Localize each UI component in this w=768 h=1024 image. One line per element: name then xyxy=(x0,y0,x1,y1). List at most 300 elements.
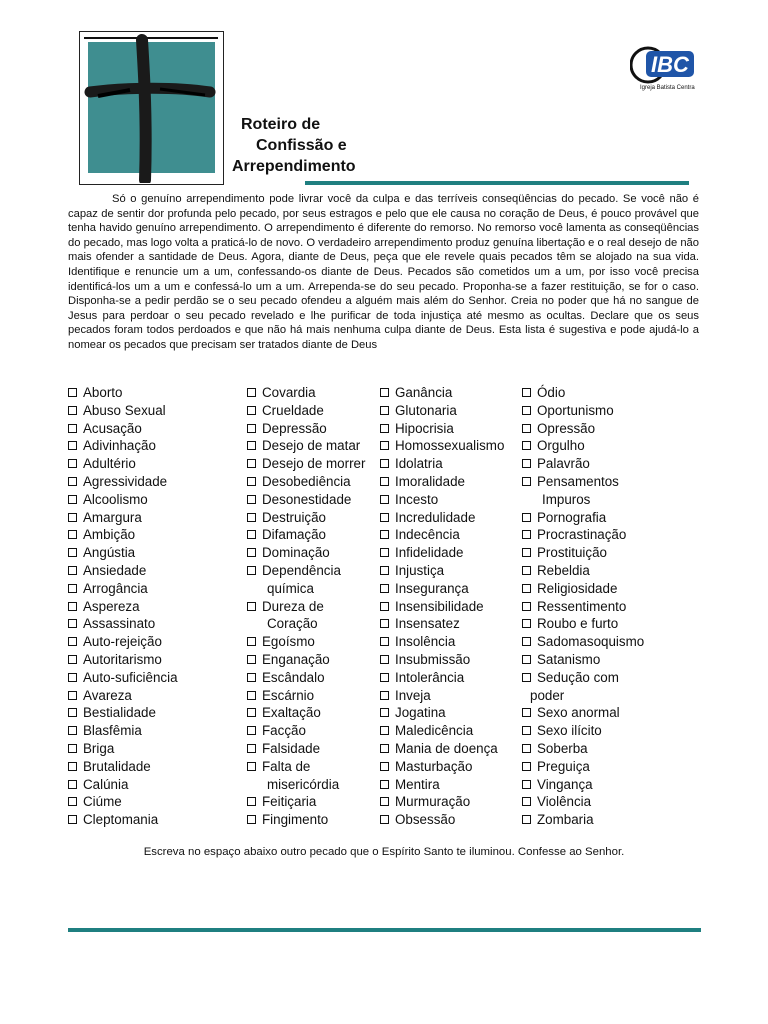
checkbox-icon[interactable] xyxy=(68,726,77,735)
checkbox-icon[interactable] xyxy=(68,530,77,539)
checkbox-icon[interactable] xyxy=(68,441,77,450)
checkbox-icon[interactable] xyxy=(522,566,531,575)
intro-text-2: Agora, diante de Deus, peça que ele revele quais pecados têm se alojado na sua vida. Identifique e renuncie um a um, confessando-os diante de Deus. Pecados são cometidos um a um, por isso você precisa identificá-los um a um e confessá-lo um a um. Arrependa-se do seu pecado. Proponha-se a fazer restituição, se for o caso. Disponha-se a pedir perdão se o seu pecado ofendeu a alguém mais além do Senhor. Creia no poder que há no sangue de Jesus para perdoar o seu pecado revelado e lhe purificar de toda injustiça até mesmo as ocultas. Declare que os seus pecados foram todos perdoados e que não há mais nenhuma culpa diante de Deus. Esta lista é sugestiva e pode ajudá-lo a nomear os pecados que precisam ser tratados diante de Deus xyxy=(68,251,700,351)
sin-item[interactable] xyxy=(247,402,365,420)
sin-item[interactable] xyxy=(522,651,644,669)
sin-item[interactable] xyxy=(380,402,504,420)
sin-item[interactable] xyxy=(68,758,178,776)
checkbox-icon[interactable] xyxy=(247,424,256,433)
sin-item[interactable] xyxy=(522,420,644,438)
sin-item[interactable] xyxy=(247,704,365,722)
sin-label: Incredulidade xyxy=(395,509,476,525)
sin-item[interactable] xyxy=(247,740,365,758)
checkbox-icon[interactable] xyxy=(380,495,389,504)
checkbox-icon[interactable] xyxy=(522,708,531,717)
sin-label: Cleptomania xyxy=(83,812,159,828)
sin-item[interactable] xyxy=(68,491,178,509)
sin-label: Ciúme xyxy=(83,794,122,810)
checkbox-icon[interactable] xyxy=(247,708,256,717)
checkbox-icon[interactable] xyxy=(247,797,256,806)
sin-label: Soberba xyxy=(537,740,588,756)
sin-item[interactable] xyxy=(68,669,178,687)
sin-label: Auto-suficiência xyxy=(83,669,178,685)
bottom-divider xyxy=(68,928,701,932)
footnote-instruction: Escreva no espaço abaixo outro pecado que o Espírito Santo te iluminou. Confesse ao Senhor. xyxy=(143,846,625,858)
checkbox-icon[interactable] xyxy=(68,637,77,646)
sin-item[interactable] xyxy=(522,793,644,811)
sin-item[interactable] xyxy=(380,473,504,491)
sin-column-2 xyxy=(247,384,365,829)
sin-item[interactable] xyxy=(247,758,365,776)
sin-label: Depressão xyxy=(262,420,327,436)
sin-item[interactable] xyxy=(380,793,504,811)
checkbox-icon[interactable] xyxy=(522,548,531,557)
checkbox-icon[interactable] xyxy=(522,441,531,450)
sin-item[interactable] xyxy=(380,633,504,651)
sin-column-3 xyxy=(380,384,504,829)
checkbox-icon[interactable] xyxy=(380,584,389,593)
sin-item[interactable] xyxy=(68,598,178,616)
checkbox-icon[interactable] xyxy=(68,388,77,397)
checkbox-icon[interactable] xyxy=(522,762,531,771)
sin-item[interactable] xyxy=(68,740,178,758)
sin-label: Imoralidade xyxy=(395,473,465,489)
checkbox-icon[interactable] xyxy=(380,691,389,700)
sin-label: Feitiçaria xyxy=(262,794,317,810)
sin-label: Dependência xyxy=(262,562,341,578)
checkbox-icon[interactable] xyxy=(68,797,77,806)
sin-label: Enganação xyxy=(262,651,330,667)
checkbox-icon[interactable] xyxy=(380,459,389,468)
sin-label: Rebeldia xyxy=(537,562,590,578)
checkbox-icon[interactable] xyxy=(247,762,256,771)
checkbox-icon[interactable] xyxy=(247,637,256,646)
sin-item[interactable] xyxy=(522,758,644,776)
sin-label: Brutalidade xyxy=(83,758,151,774)
sin-label: Difamação xyxy=(262,527,327,543)
sin-item[interactable] xyxy=(522,615,644,633)
sin-item[interactable] xyxy=(68,793,178,811)
sin-label: Desobediência xyxy=(262,473,351,489)
sin-label: Escândalo xyxy=(262,669,325,685)
sin-item[interactable] xyxy=(247,509,365,527)
sin-label: Angústia xyxy=(83,545,136,561)
sin-item[interactable] xyxy=(380,562,504,580)
sin-item[interactable] xyxy=(68,384,178,402)
checkbox-icon[interactable] xyxy=(522,797,531,806)
checkbox-icon[interactable] xyxy=(522,637,531,646)
sin-label: Crueldade xyxy=(262,402,324,418)
sin-item[interactable] xyxy=(380,740,504,758)
sin-item[interactable] xyxy=(522,402,644,420)
sin-label: Avareza xyxy=(83,687,132,703)
checkbox-icon[interactable] xyxy=(522,726,531,735)
sin-item[interactable] xyxy=(522,740,644,758)
checkbox-icon[interactable] xyxy=(522,459,531,468)
checkbox-icon[interactable] xyxy=(247,530,256,539)
sin-label: Falsidade xyxy=(262,740,321,756)
sin-label: Maledicência xyxy=(395,723,474,739)
sin-item[interactable] xyxy=(247,491,365,509)
sin-item[interactable] xyxy=(522,437,644,455)
sin-label: Dureza de xyxy=(262,598,324,614)
checkbox-icon[interactable] xyxy=(380,602,389,611)
checkbox-icon[interactable] xyxy=(68,459,77,468)
checkbox-icon[interactable] xyxy=(380,406,389,415)
sin-item[interactable] xyxy=(247,793,365,811)
sin-item[interactable] xyxy=(68,402,178,420)
sin-label: Infidelidade xyxy=(395,545,464,561)
checkbox-icon[interactable] xyxy=(247,566,256,575)
sin-item[interactable] xyxy=(68,420,178,438)
sin-label: Fingimento xyxy=(262,812,329,828)
checkbox-icon[interactable] xyxy=(522,406,531,415)
sin-item[interactable] xyxy=(247,651,365,669)
checkbox-icon[interactable] xyxy=(522,673,531,682)
sin-item[interactable] xyxy=(522,811,644,829)
checkbox-icon[interactable] xyxy=(380,441,389,450)
checkbox-icon[interactable] xyxy=(380,530,389,539)
sin-item[interactable] xyxy=(380,580,504,598)
sin-item[interactable] xyxy=(247,562,365,580)
sin-label: Mania de doença xyxy=(395,740,498,756)
sin-item[interactable] xyxy=(522,722,644,740)
sin-item[interactable] xyxy=(522,633,644,651)
checkbox-icon[interactable] xyxy=(380,513,389,522)
sin-label: Covardia xyxy=(262,385,316,400)
checkbox-icon[interactable] xyxy=(68,780,77,789)
checkbox-icon[interactable] xyxy=(522,815,531,824)
sin-item[interactable] xyxy=(380,811,504,829)
sin-label: Insegurança xyxy=(395,580,469,596)
checkbox-icon[interactable] xyxy=(247,477,256,486)
sin-item[interactable] xyxy=(68,722,178,740)
sin-label: Inveja xyxy=(395,687,431,703)
sin-item[interactable] xyxy=(522,509,644,527)
checkbox-icon[interactable] xyxy=(522,424,531,433)
checkbox-icon[interactable] xyxy=(380,566,389,575)
checkbox-icon[interactable] xyxy=(380,726,389,735)
sin-label-continuation: Impuros xyxy=(542,491,591,507)
sin-label: Ódio xyxy=(537,385,566,400)
sin-label: Briga xyxy=(83,740,115,756)
checkbox-icon[interactable] xyxy=(247,726,256,735)
sin-label: Desonestidade xyxy=(262,491,352,507)
checkbox-icon[interactable] xyxy=(380,744,389,753)
sin-item[interactable] xyxy=(380,437,504,455)
top-divider xyxy=(305,181,689,185)
checkbox-icon[interactable] xyxy=(380,548,389,557)
checkbox-icon[interactable] xyxy=(380,797,389,806)
sin-label: Mentira xyxy=(395,776,440,792)
checkbox-icon[interactable] xyxy=(380,619,389,628)
sin-label: Desejo de morrer xyxy=(262,456,366,472)
checkbox-icon[interactable] xyxy=(68,406,77,415)
sin-label: Masturbação xyxy=(395,758,473,774)
checkbox-icon[interactable] xyxy=(247,406,256,415)
checkbox-icon[interactable] xyxy=(68,673,77,682)
sin-item[interactable] xyxy=(380,544,504,562)
checkbox-icon[interactable] xyxy=(247,495,256,504)
sin-column-4 xyxy=(522,384,644,829)
checkbox-icon[interactable] xyxy=(68,655,77,664)
sin-item[interactable] xyxy=(68,455,178,473)
sin-item[interactable] xyxy=(247,633,365,651)
sin-label: Arrogância xyxy=(83,580,148,596)
sin-item[interactable] xyxy=(247,455,365,473)
checkbox-icon[interactable] xyxy=(68,708,77,717)
title-line-3: Arrependimento xyxy=(232,158,356,175)
intro-text-1: Só o genuíno arrependimento pode livrar você da culpa e das terríveis conseqüências do pecado. Se você não é capaz de sentir dor profunda pelo pecado, por seus estragos e pelo que ele causa no coração de Deus, é pouco provável que tenha havido genuíno arrependimento. O arrependimento é diferente do remorso. No remorso você lamenta as conseqüências do pecado, mas logo volta a praticá-lo de novo. O verdadeiro arrependimento produz genuína libertação e o real desejo de não mais ofender a santidade de Deus. xyxy=(68,193,699,264)
sin-label: Calúnia xyxy=(83,776,129,792)
sin-item[interactable] xyxy=(522,776,644,794)
sin-label: Murmuração xyxy=(395,794,471,810)
cross-icon xyxy=(80,32,222,183)
sin-item[interactable] xyxy=(247,420,365,438)
checkbox-icon[interactable] xyxy=(522,388,531,397)
checkbox-icon[interactable] xyxy=(247,513,256,522)
sin-label: Violência xyxy=(537,794,592,810)
sin-label: Bestialidade xyxy=(83,705,156,721)
sin-label: Falta de xyxy=(262,758,311,774)
sin-label: Aborto xyxy=(83,385,123,400)
sin-item[interactable] xyxy=(247,722,365,740)
sin-item[interactable] xyxy=(380,598,504,616)
checkbox-icon[interactable] xyxy=(522,584,531,593)
checkbox-icon[interactable] xyxy=(68,602,77,611)
ibc-logo xyxy=(630,43,695,95)
checkbox-icon[interactable] xyxy=(68,548,77,557)
sin-item[interactable] xyxy=(247,598,365,616)
sin-item[interactable] xyxy=(68,633,178,651)
checkbox-icon[interactable] xyxy=(247,655,256,664)
sin-item[interactable] xyxy=(380,615,504,633)
sin-item[interactable] xyxy=(68,615,178,633)
checkbox-icon[interactable] xyxy=(380,388,389,397)
sin-label: Pensamentos xyxy=(537,473,619,489)
title-line-2: Confissão e xyxy=(256,137,347,154)
sin-label: Homossexualismo xyxy=(395,438,505,454)
checkbox-icon[interactable] xyxy=(522,602,531,611)
sin-item[interactable] xyxy=(68,544,178,562)
checkbox-icon[interactable] xyxy=(247,691,256,700)
sin-item[interactable] xyxy=(380,722,504,740)
sin-item[interactable] xyxy=(247,384,365,402)
checkbox-icon[interactable] xyxy=(247,673,256,682)
checkbox-icon[interactable] xyxy=(380,673,389,682)
sin-label: Obsessão xyxy=(395,812,456,828)
sin-item[interactable] xyxy=(247,473,365,491)
sin-label: Dominação xyxy=(262,545,330,561)
sin-label: Insensatez xyxy=(395,616,460,632)
sin-label: Satanismo xyxy=(537,651,601,667)
sin-item[interactable] xyxy=(68,704,178,722)
checkbox-icon[interactable] xyxy=(380,815,389,824)
checkbox-icon[interactable] xyxy=(68,566,77,575)
sin-label: Indecência xyxy=(395,527,460,543)
checkbox-icon[interactable] xyxy=(68,619,77,628)
sin-label: Assassinato xyxy=(83,616,156,632)
sin-label: Sedução com xyxy=(537,669,619,685)
sin-label: Ganância xyxy=(395,385,453,400)
checkbox-icon[interactable] xyxy=(380,655,389,664)
sin-item[interactable] xyxy=(522,562,644,580)
sin-label: Autoritarismo xyxy=(83,651,162,667)
checkbox-icon[interactable] xyxy=(68,477,77,486)
sin-item[interactable] xyxy=(68,437,178,455)
checkbox-icon[interactable] xyxy=(68,424,77,433)
sin-item[interactable] xyxy=(380,455,504,473)
checkbox-icon[interactable] xyxy=(247,815,256,824)
checkbox-icon[interactable] xyxy=(68,762,77,771)
sin-label: Ressentimento xyxy=(537,598,627,614)
checkbox-icon[interactable] xyxy=(68,584,77,593)
sin-label: Opressão xyxy=(537,420,596,436)
sin-label: Jogatina xyxy=(395,705,446,721)
sin-label-continuation: misericórdia xyxy=(267,776,340,792)
sin-label: Prostituição xyxy=(537,545,607,561)
sin-item[interactable] xyxy=(68,509,178,527)
sin-item[interactable] xyxy=(522,526,644,544)
sin-label: Sadomasoquismo xyxy=(537,634,645,650)
sin-item[interactable] xyxy=(247,544,365,562)
sin-label: Desejo de matar xyxy=(262,438,361,454)
sin-label: Incesto xyxy=(395,491,439,507)
sin-label: Ambição xyxy=(83,527,136,543)
sin-label: Vingança xyxy=(537,776,593,792)
title-line-1: Roteiro de xyxy=(241,116,321,133)
sin-label: Alcoolismo xyxy=(83,491,148,507)
page-title xyxy=(232,114,356,177)
sin-item[interactable] xyxy=(522,384,644,402)
checkbox-icon[interactable] xyxy=(68,744,77,753)
sin-item[interactable] xyxy=(247,811,365,829)
sin-item[interactable] xyxy=(68,580,178,598)
sin-item[interactable] xyxy=(380,491,504,509)
checkbox-icon[interactable] xyxy=(380,637,389,646)
sin-label: Intolerância xyxy=(395,669,465,685)
sin-item[interactable] xyxy=(68,651,178,669)
sin-label: Procrastinação xyxy=(537,527,627,543)
sin-label: Abuso Sexual xyxy=(83,402,166,418)
sin-item[interactable] xyxy=(247,669,365,687)
sin-item[interactable] xyxy=(68,526,178,544)
sin-item[interactable] xyxy=(380,669,504,687)
sin-item[interactable] xyxy=(247,437,365,455)
sin-item[interactable] xyxy=(68,473,178,491)
checkbox-icon[interactable] xyxy=(522,619,531,628)
sin-label: Insubmissão xyxy=(395,651,471,667)
checkbox-icon[interactable] xyxy=(380,708,389,717)
sin-label: Amargura xyxy=(83,509,142,525)
sin-item[interactable] xyxy=(522,544,644,562)
sin-label: Exaltação xyxy=(262,705,321,721)
sin-label: Auto-rejeição xyxy=(83,634,162,650)
sin-item[interactable] xyxy=(380,420,504,438)
sin-label: Adivinhação xyxy=(83,438,156,454)
sin-item[interactable] xyxy=(68,811,178,829)
sin-label: Agressividade xyxy=(83,473,168,489)
checkbox-icon[interactable] xyxy=(68,513,77,522)
logo-subtext: Igreja Batista Central xyxy=(639,85,695,91)
checkbox-icon[interactable] xyxy=(247,548,256,557)
intro-paragraph xyxy=(68,192,699,353)
sin-item[interactable] xyxy=(247,687,365,705)
checkbox-icon[interactable] xyxy=(247,459,256,468)
checkbox-icon[interactable] xyxy=(247,441,256,450)
sin-item[interactable] xyxy=(380,776,504,794)
sin-label: Idolatria xyxy=(395,456,443,472)
sin-label: Acusação xyxy=(83,420,142,436)
sin-label: Insolência xyxy=(395,634,456,650)
sin-item[interactable] xyxy=(68,562,178,580)
sin-item[interactable] xyxy=(380,758,504,776)
checkbox-icon[interactable] xyxy=(522,477,531,486)
sin-label: Aspereza xyxy=(83,598,140,614)
sin-label: Egoísmo xyxy=(262,634,315,650)
sin-label: Pornografia xyxy=(537,509,607,525)
sin-label: Orgulho xyxy=(537,438,585,454)
logo-text: IBC xyxy=(651,52,689,77)
sin-label: Hipocrisia xyxy=(395,420,454,436)
sin-label: Adultério xyxy=(83,456,136,472)
sin-item[interactable] xyxy=(522,580,644,598)
checkbox-icon[interactable] xyxy=(380,762,389,771)
sin-item[interactable] xyxy=(522,598,644,616)
sin-label-continuation: Coração xyxy=(267,616,318,632)
sin-label: Roubo e furto xyxy=(537,616,619,632)
checkbox-icon[interactable] xyxy=(380,424,389,433)
sin-item[interactable] xyxy=(68,776,178,794)
sin-item[interactable] xyxy=(380,704,504,722)
checkbox-icon[interactable] xyxy=(380,477,389,486)
cross-logo xyxy=(79,31,224,185)
checkbox-icon[interactable] xyxy=(247,602,256,611)
sin-label-continuation: química xyxy=(267,580,314,596)
sin-item[interactable] xyxy=(68,687,178,705)
checkbox-icon[interactable] xyxy=(68,495,77,504)
checkbox-icon[interactable] xyxy=(247,388,256,397)
checkbox-icon[interactable] xyxy=(68,691,77,700)
sin-label: Religiosidade xyxy=(537,580,618,596)
sin-item[interactable] xyxy=(247,526,365,544)
sin-column-1 xyxy=(68,384,178,829)
checkbox-icon[interactable] xyxy=(522,513,531,522)
sin-item[interactable] xyxy=(522,455,644,473)
checkbox-icon[interactable] xyxy=(247,744,256,753)
sin-item[interactable] xyxy=(380,384,504,402)
sin-label: Palavrão xyxy=(537,456,590,472)
checkbox-icon[interactable] xyxy=(522,744,531,753)
sin-item[interactable] xyxy=(522,669,644,687)
checkbox-icon[interactable] xyxy=(522,655,531,664)
checkbox-icon[interactable] xyxy=(522,530,531,539)
checkbox-icon[interactable] xyxy=(380,780,389,789)
checkbox-icon[interactable] xyxy=(68,815,77,824)
sin-item[interactable] xyxy=(380,651,504,669)
sin-item[interactable] xyxy=(522,473,644,491)
sin-item[interactable] xyxy=(380,687,504,705)
sin-label: Injustiça xyxy=(395,562,445,578)
sin-label: Zombaria xyxy=(537,812,594,828)
checkbox-icon[interactable] xyxy=(522,780,531,789)
sin-label: Preguiça xyxy=(537,758,590,774)
sin-item[interactable] xyxy=(522,704,644,722)
sin-item[interactable] xyxy=(380,526,504,544)
sin-item[interactable] xyxy=(380,509,504,527)
sin-label: Escárnio xyxy=(262,687,315,703)
sin-label-continuation: poder xyxy=(530,687,565,703)
